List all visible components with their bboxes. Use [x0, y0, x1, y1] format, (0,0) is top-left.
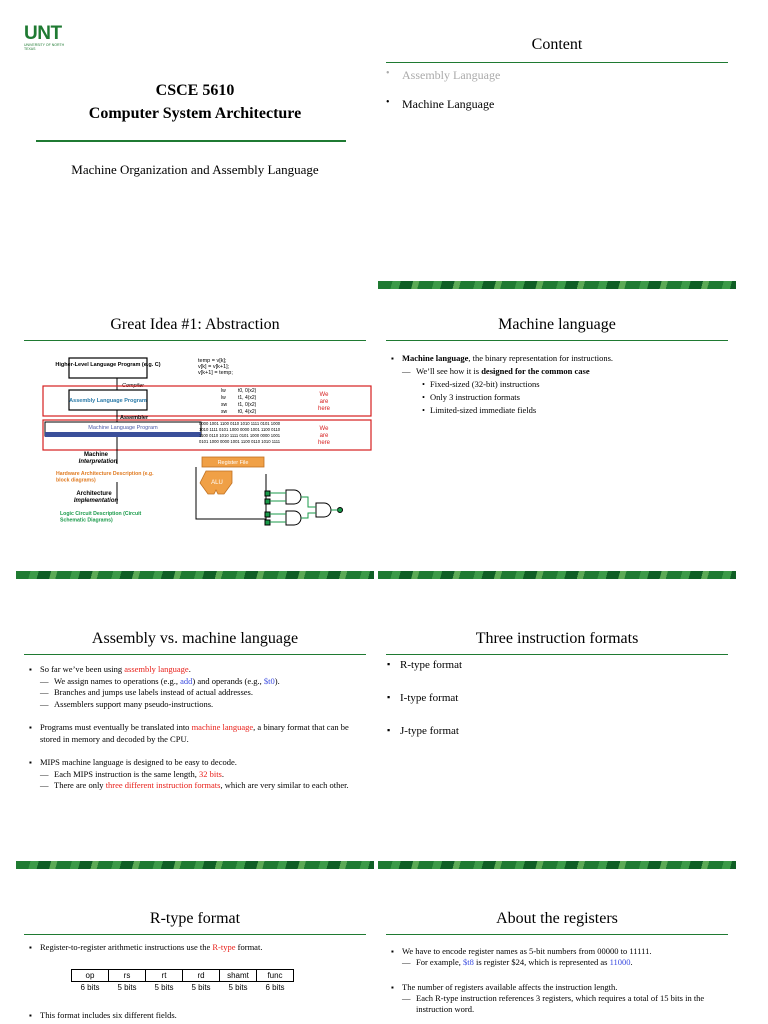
asm-op-0: lw: [221, 388, 226, 394]
slide-title: About the registers: [496, 910, 618, 927]
asm-op-2: sw: [221, 402, 228, 408]
implementation-label: Implementation: [73, 498, 119, 504]
ml-bar: [45, 432, 201, 437]
slide-stripe: [378, 861, 736, 869]
asm-arg-2: t1, 0(x2): [238, 402, 257, 408]
slide-content: [378, 14, 736, 289]
formats-list: [386, 659, 462, 758]
title-rule: [386, 654, 728, 655]
field-shamt: shamt: [220, 970, 257, 982]
slide-title: Great Idea #1: Abstraction: [110, 316, 280, 333]
sub-sub-bullet: • Fixed-sized (32-bit) instructions: [388, 378, 728, 391]
asm-label: Assembly Language Program: [69, 398, 147, 404]
bullet: ▪ The number of registers available affects the instruction length.: [388, 982, 728, 993]
slide-title: Assembly vs. machine language: [91, 630, 299, 647]
title-rule: [24, 654, 366, 655]
list-item: • Machine Language: [386, 97, 500, 112]
architecture-label: Architecture: [76, 491, 112, 497]
slide-stripe: [378, 281, 736, 289]
we-are-here-2: We are here: [317, 426, 331, 446]
asm-arg-3: t0, 4(x2): [238, 409, 257, 415]
bullet: ▪ Register-to-register arithmetic instructions use the R-type format.: [26, 942, 366, 953]
bits-shamt: 5 bits: [228, 983, 248, 992]
asm-op-1: lw: [221, 395, 226, 401]
c-code-0: temp = v[k];: [198, 358, 227, 364]
title-rule: [386, 340, 728, 341]
sub-bullet: — We’ll see how it is designed for the common case: [388, 365, 728, 378]
slide-body: [388, 352, 728, 417]
bullet: ▪ So far we’ve been using assembly language.: [26, 664, 366, 676]
slide-body: [26, 664, 366, 792]
ml-bits-1: 1010 1111 0101 1000 0000 1001 1100 0110: [199, 427, 281, 432]
assembler-label: Assembler: [120, 415, 149, 421]
list-item: ▪ J-type format: [386, 725, 462, 737]
bits-rd: 5 bits: [191, 983, 211, 992]
logic-gates: [265, 490, 343, 525]
c-code-1: v[k] = v[k+1];: [198, 364, 230, 370]
bullet: ▪ Machine language, the binary representation for instructions.: [388, 352, 728, 365]
field-rs: rs: [109, 970, 146, 982]
sub-bullet: — There are only three different instruction formats, which are very similar to each other.: [26, 780, 366, 792]
slide-asm-vs-ml: [16, 594, 374, 869]
sub-bullet: — We assign names to operations (e.g., add) and operands (e.g., $t0).: [26, 676, 366, 688]
hw-arch-label: Hardware Architecture Description (e.g. block diagrams): [56, 471, 154, 484]
we-are-here-1: We are here: [317, 392, 331, 412]
slide-abstraction: [16, 304, 374, 579]
slide-title: [16, 14, 374, 289]
course-subtitle: Machine Organization and Assembly Language: [71, 162, 319, 177]
bits-rt: 5 bits: [154, 983, 174, 992]
abstraction-diagram: [16, 344, 374, 534]
asm-op-3: sw: [221, 409, 228, 415]
ml-bits-2: 1100 0110 1010 1111 0101 1000 0000 1001: [199, 433, 281, 438]
interpretation-label: Interpretation: [78, 459, 118, 465]
slide-title: Three instruction formats: [475, 630, 639, 647]
field-rd: rd: [183, 970, 220, 982]
sub-bullet: — Branches and jumps use labels instead of actual addresses.: [26, 687, 366, 699]
bullet: ▪ We have to encode register names as 5-bit numbers from 00000 to 11111.: [388, 946, 728, 957]
c-code-2: v[k+1] = temp;: [198, 370, 233, 376]
course-title: Computer System Architecture: [88, 105, 302, 122]
slide-title: Content: [531, 36, 583, 53]
field-rt: rt: [146, 970, 183, 982]
sub-sub-bullet: • Limited-sized immediate fields: [388, 404, 728, 417]
course-code: CSCE 5610: [155, 82, 235, 99]
hll-label: Higher-Level Language Program (e.g. C): [55, 362, 161, 368]
slide-rtype: [16, 884, 374, 1024]
bullet: ▪ Programs must eventually be translated into machine language, a binary format that can be stored in memory and decoded by the CPU.: [26, 722, 366, 745]
list-item: ▪ R-type format: [386, 659, 462, 671]
asm-arg-0: t0, 0(x2): [238, 388, 257, 394]
content-list: [386, 68, 500, 126]
ml-label: Machine Language Program: [88, 425, 158, 431]
bits-rs: 5 bits: [117, 983, 137, 992]
slide-title: R-type format: [149, 910, 241, 927]
sub-bullet: — For example, $t8 is register $24, which is represented as 11000.: [388, 957, 728, 968]
title-rule: [36, 140, 346, 142]
slide-three-formats: [378, 594, 736, 869]
slide-registers: [378, 884, 736, 1024]
compiler-label: Compiler: [122, 383, 145, 389]
bullet: ▪ MIPS machine language is designed to be easy to decode.: [26, 757, 366, 769]
list-item: ▪ I-type format: [386, 692, 462, 704]
title-rule: [24, 934, 366, 935]
machine-label: Machine: [83, 452, 109, 458]
slide-stripe: [16, 861, 374, 869]
alu-label: ALU: [211, 480, 223, 486]
ml-bits-0: 0000 1001 1100 0110 1010 1111 0101 1000: [199, 421, 281, 426]
unt-logo: UNT UNIVERSITY OF NORTH TEXAS: [24, 23, 65, 51]
title-rule: [386, 934, 728, 935]
slide-body: [26, 942, 366, 953]
sub-bullet: — Assemblers support many pseudo-instructions.: [26, 699, 366, 711]
slide-body: [388, 946, 728, 1015]
title-rule: [386, 62, 728, 63]
title-rule: [24, 340, 366, 341]
sub-bullet: — Each R-type instruction references 3 registers, which requires a total of 15 bits in the instruction word.: [388, 993, 728, 1015]
field-func: func: [257, 970, 294, 982]
ml-bits-3: 0101 1000 0000 1001 1100 0110 1010 1111: [199, 439, 281, 444]
slide-body-2: [26, 1010, 366, 1021]
slide-machine-language: [378, 304, 736, 579]
hll-box: [69, 358, 147, 378]
sub-bullet: — Each MIPS instruction is the same length, 32 bits.: [26, 769, 366, 781]
bits-func: 6 bits: [265, 983, 285, 992]
slide-stripe: [16, 571, 374, 579]
logic-label: Logic Circuit Description (Circuit Schematic Diagrams): [60, 511, 142, 524]
slide-stripe: [378, 571, 736, 579]
bits-op: 6 bits: [80, 983, 100, 992]
asm-arg-1: t1, 4(x2): [238, 395, 257, 401]
rtype-field-table: [71, 969, 294, 993]
list-item: • Assembly Language: [386, 68, 500, 83]
register-file-label: Register File: [217, 460, 249, 466]
slide-title: Machine language: [498, 316, 616, 333]
field-op: op: [72, 970, 109, 982]
sub-sub-bullet: • Only 3 instruction formats: [388, 391, 728, 404]
bullet: ▪ This format includes six different fields.: [26, 1010, 366, 1021]
